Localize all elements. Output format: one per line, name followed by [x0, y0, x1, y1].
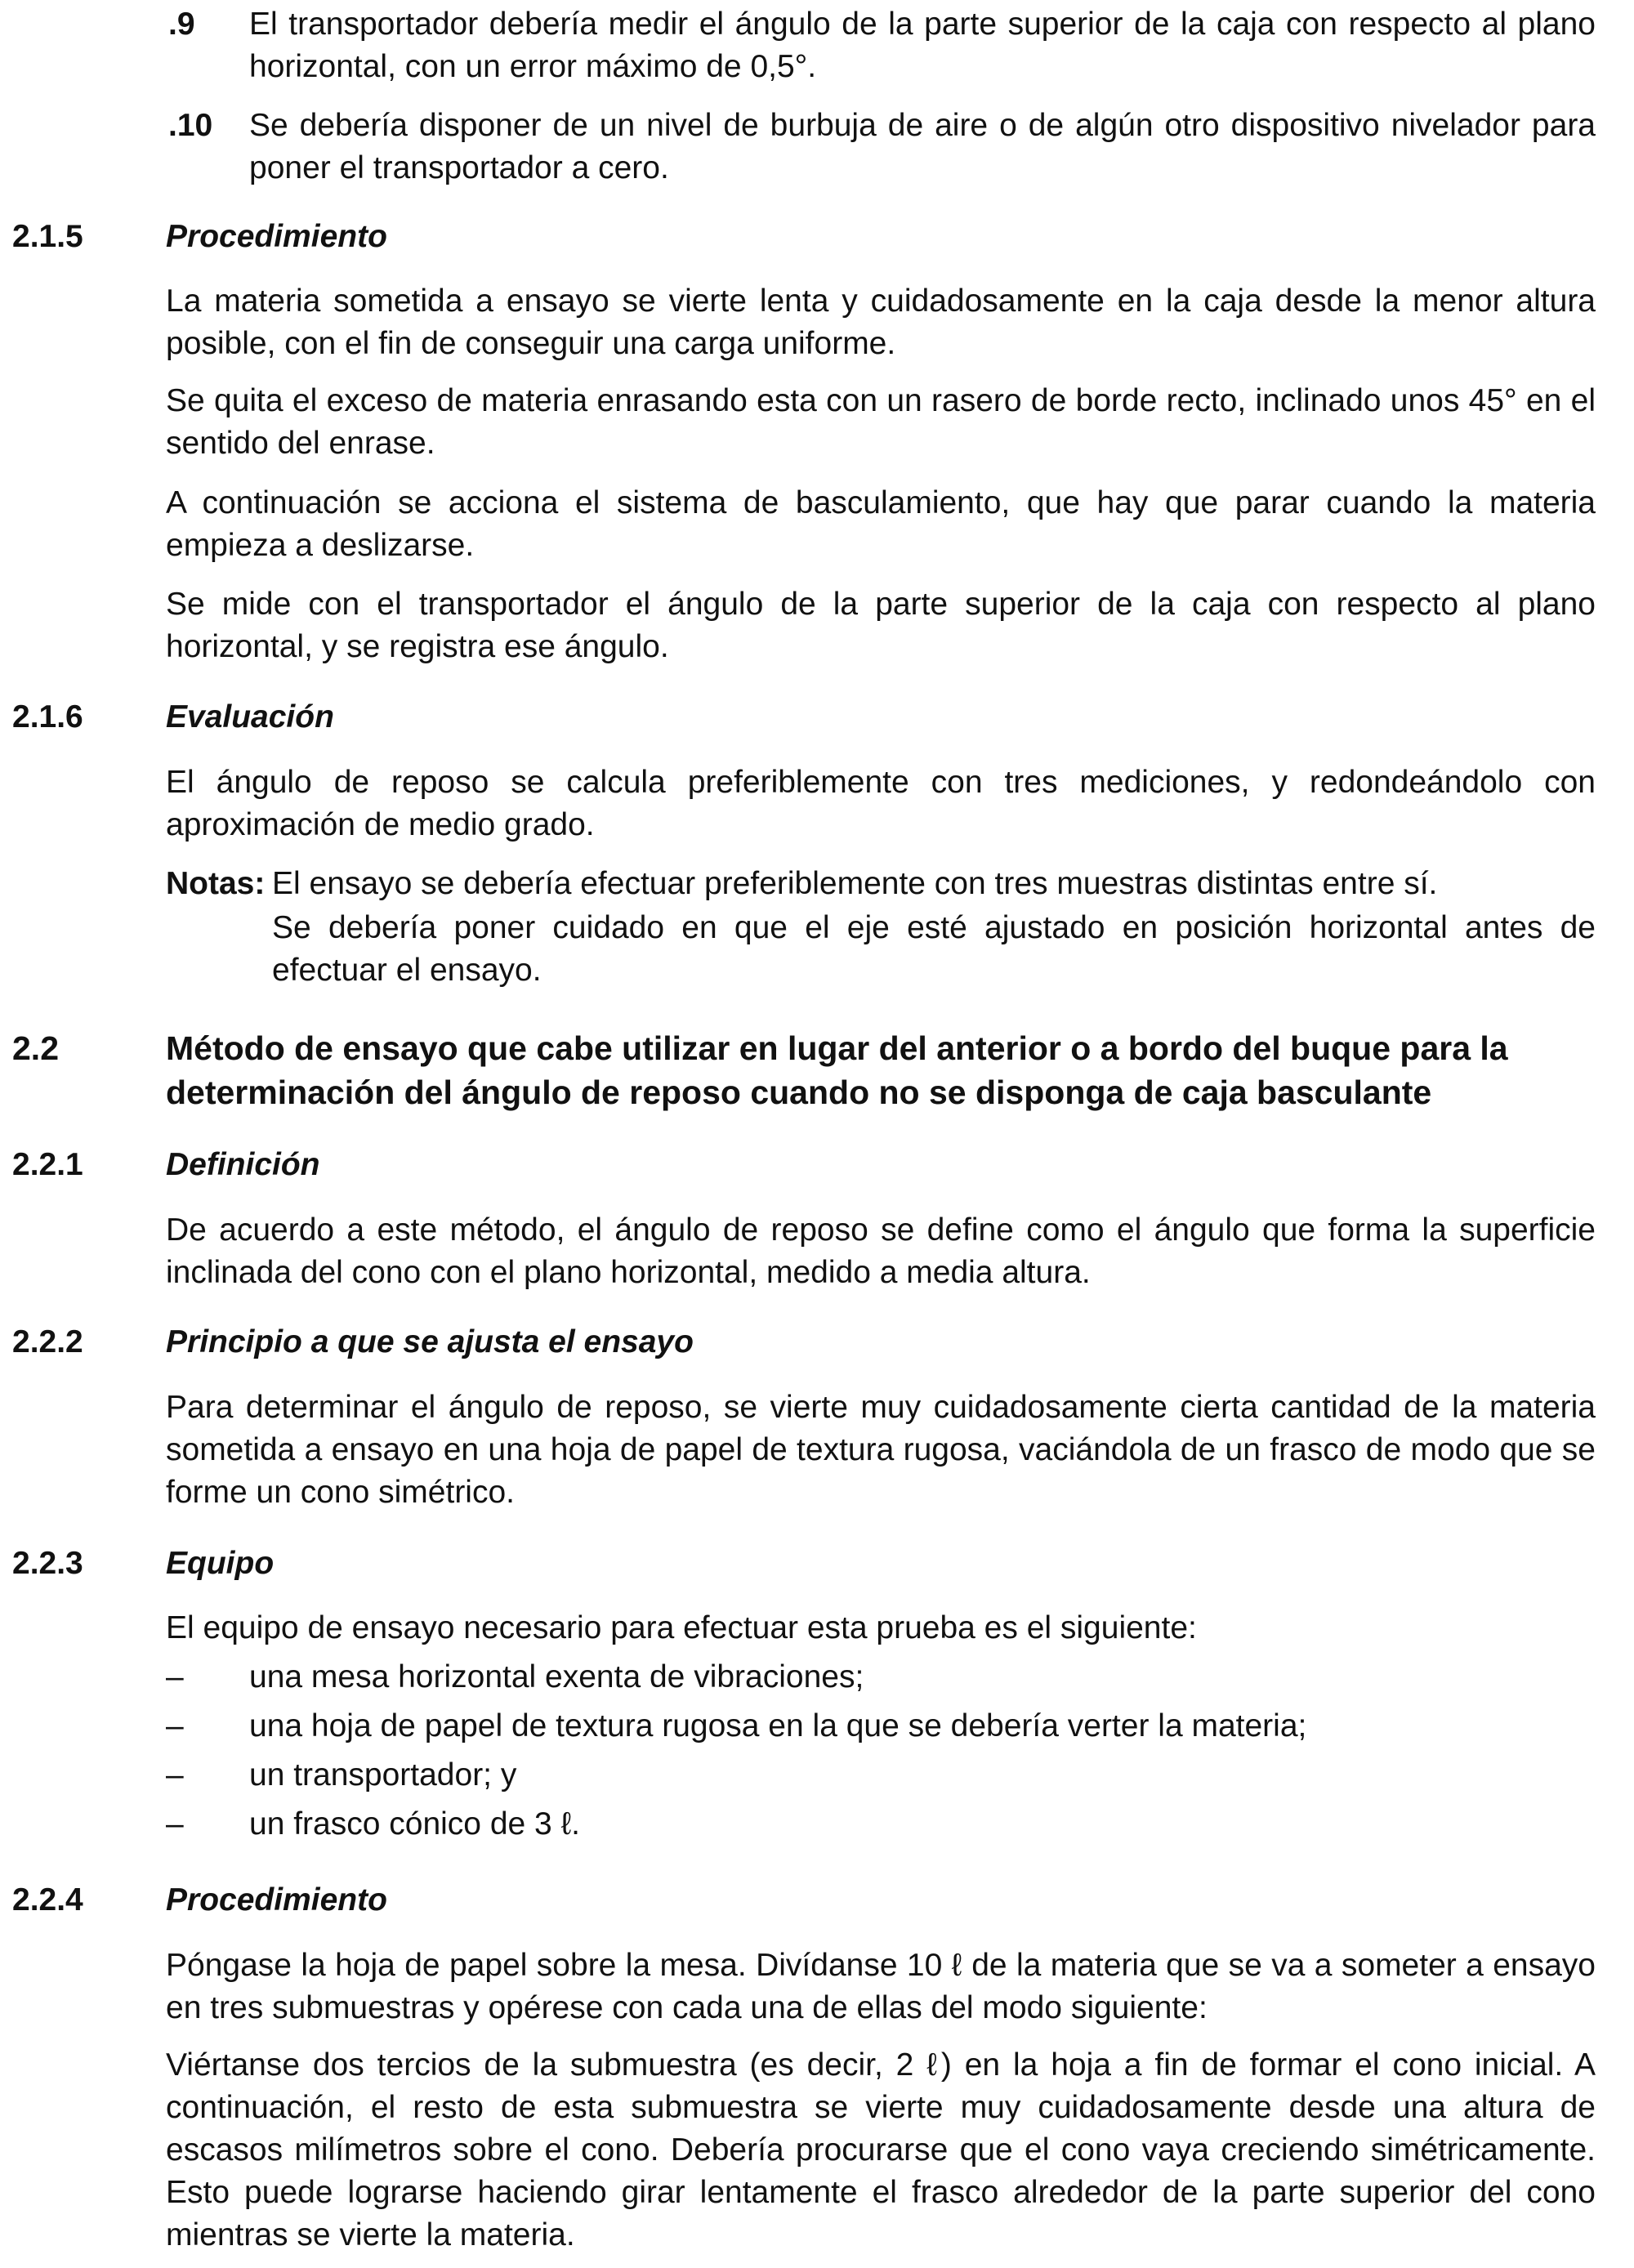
notes-label: Notas: [166, 866, 266, 901]
paragraph-text: La materia sometida a ensayo se vierte lenta y cuidadosamente en la caja desde la menor altura posible, con el fin de conseguir una carga uniforme. [166, 284, 1596, 361]
section-number: 2.1.6 [12, 699, 83, 734]
list-item-text: un transportador; y [249, 1757, 517, 1793]
list-item-text: una hoja de papel de textura rugosa en la que se debería verter la materia; [249, 1708, 1307, 1743]
dash-bullet: – [166, 1806, 184, 1842]
paragraph-text: De acuerdo a este método, el ángulo de reposo se define como el ángulo que forma la superficie inclinada del cono con el plano horizontal, medido a media altura. [166, 1212, 1596, 1290]
section-number: 2.2.2 [12, 1324, 83, 1359]
section-title: Principio a que se ajusta el ensayo [166, 1324, 694, 1359]
section-title: Procedimiento [166, 1882, 387, 1918]
paragraph-text: El equipo de ensayo necesario para efectuar esta prueba es el siguiente: [166, 1610, 1197, 1645]
paragraph-text: El ángulo de reposo se calcula preferiblemente con tres mediciones, y redondeándolo con aproximación de medio grado. [166, 765, 1596, 842]
paragraph-text: Se mide con el transportador el ángulo de la parte superior de la caja con respecto al plano horizontal, y se registra ese ángulo. [166, 587, 1596, 664]
list-item-text: una mesa horizontal exenta de vibraciones; [249, 1659, 864, 1694]
section-title: Equipo [166, 1546, 275, 1581]
paragraph-text: Póngase la hoja de papel sobre la mesa. Divídanse 10 ℓ de la materia que se va a someter a ensayo en tres submuestras y opérese con cada una de ellas del modo siguiente: [166, 1948, 1596, 2025]
dash-bullet: – [166, 1708, 184, 1743]
dash-bullet: – [166, 1659, 184, 1694]
paragraph-text: Viértanse dos tercios de la submuestra (es decir, 2 ℓ) en la hoja a fin de formar el cono inicial. A continuación, el resto de esta submuestra se vierte muy cuidadosamente desde una altura de escasos milímetros sobre el cono. Debería procurarse que el cono vaya creciendo simétricamente. Esto puede lograrse haciendo girar lentamente el frasco alrededor de la parte superior del cono mientras se vierte la materia. [166, 2047, 1596, 2252]
list-item-text: un frasco cónico de 3 ℓ. [249, 1806, 581, 1842]
paragraph-text: A continuación se acciona el sistema de basculamiento, que hay que parar cuando la materia empieza a deslizarse. [166, 485, 1596, 563]
section-title: Método de ensayo que cabe utilizar en lugar del anterior o a bordo del buque para la determinación del ángulo de reposo cuando no se disponga de caja basculante [166, 1029, 1508, 1111]
section-number: 2.2.1 [12, 1147, 83, 1182]
item-text: Se debería disponer de un nivel de burbuja de aire o de algún otro dispositivo nivelador para poner el transportador a cero. [249, 108, 1596, 185]
section-title: Evaluación [166, 699, 334, 734]
section-number: 2.2 [12, 1029, 59, 1067]
note-text: Se debería poner cuidado en que el eje esté ajustado en posición horizontal antes de efectuar el ensayo. [272, 910, 1596, 988]
section-number: 2.1.5 [12, 219, 83, 254]
section-number: 2.2.3 [12, 1546, 83, 1581]
item-text: El transportador debería medir el ángulo de la parte superior de la caja con respecto al plano horizontal, con un error máximo de 0,5°. [249, 7, 1596, 84]
item-number: .9 [168, 7, 195, 42]
section-number: 2.2.4 [12, 1882, 83, 1918]
note-text: El ensayo se debería efectuar preferiblemente con tres muestras distintas entre sí. [272, 866, 1438, 901]
paragraph-text: Se quita el exceso de materia enrasando esta con un rasero de borde recto, inclinado unos 45° en el sentido del enrase. [166, 383, 1596, 461]
paragraph-text: Para determinar el ángulo de reposo, se vierte muy cuidadosamente cierta cantidad de la materia sometida a ensayo en una hoja de papel de textura rugosa, vaciándola de un frasco de modo que se forme un cono simétrico. [166, 1390, 1596, 1510]
section-title: Procedimiento [166, 219, 387, 254]
dash-bullet: – [166, 1757, 184, 1793]
section-title: Definición [166, 1147, 320, 1182]
item-number: .10 [168, 108, 213, 143]
